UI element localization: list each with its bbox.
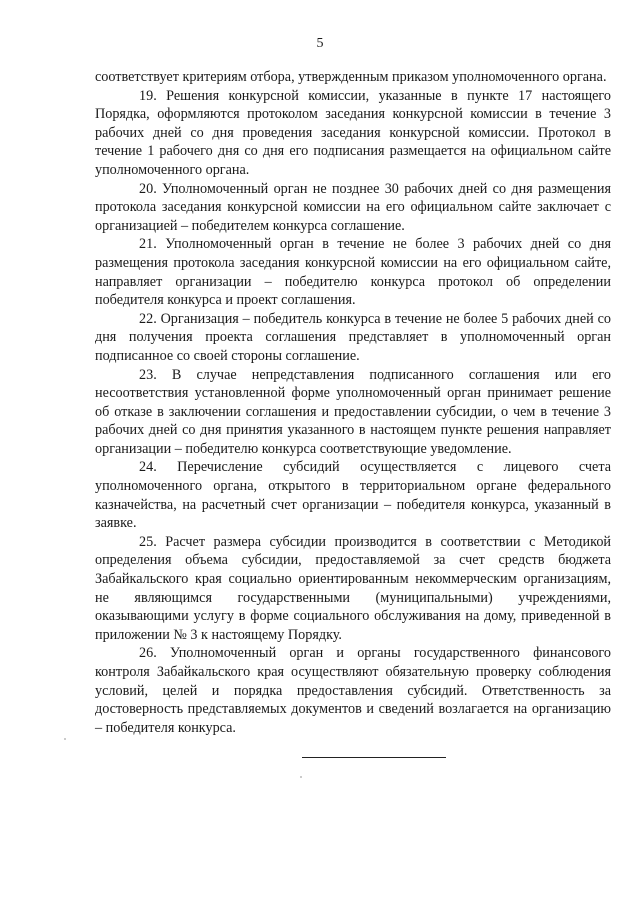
scan-speck: [300, 776, 302, 778]
paragraph-continuation: соответствует критериям отбора, утвержденным приказом уполномоченного органа.: [95, 69, 607, 85]
paragraph-24: 24. Перечисление субсидий осуществляется с лицевого счета уполномоченного органа, открытого в территориальном органе федерального казначейства, на расчетный счет организации – победителя конкурса, указанный в заявке.: [95, 459, 611, 532]
paragraph-25: 25. Расчет размера субсидии производится в соответствии с Методикой определения объема субсидии, предоставляемой за счет средств бюджета Забайкальского края социально ориентированным некоммерческим организациям, не являющимся государственными (муниципальными) учреждениями, оказывающими услугу в форме социального обслуживания на дому, приведенной в приложении № 3 к настоящему Порядку.: [95, 533, 611, 643]
document-body: [95, 68, 611, 737]
paragraph-22: 22. Организация – победитель конкурса в течение не более 5 рабочих дней со дня получения проекта соглашения представляет в уполномоченный орган подписанное со своей стороны соглашение.: [95, 310, 611, 364]
paragraph-23: 23. В случае непредставления подписанного соглашения или его несоответствия установленной форме уполномоченный орган принимает решение об отказе в заключении соглашения и предоставлении субсидии, о чем в течение 3 рабочих дней со дня принятия указанного в настоящем пункте решения направляет организации – победителю конкурса соответствующие уведомление.: [95, 366, 611, 457]
paragraph-19: 19. Решения конкурсной комиссии, указанные в пункте 17 настоящего Порядка, оформляются протоколом заседания конкурсной комиссии в течение 3 рабочих дней со дня проведения заседания конкурсной комиссии. Протокол в течение 1 рабочего дня со дня его подписания размещается на официальном сайте уполномоченного органа.: [95, 87, 611, 178]
scan-speck: [64, 738, 66, 740]
page-number: 5: [316, 36, 324, 51]
paragraph-21: 21. Уполномоченный орган в течение не более 3 рабочих дней со дня размещения протокола заседания конкурсной комиссии на его официальном сайте, направляет организации – победителю конкурса протокол об определении победителя конкурса и проект соглашения.: [95, 236, 611, 309]
paragraph-26: 26. Уполномоченный орган и органы государственного финансового контроля Забайкальского края осуществляют обязательную проверку соблюдения условий, целей и порядка предоставления субсидий. Ответственность за достоверность представляемых документов и сведений возлагается на организацию – победителя конкурса.: [95, 645, 611, 736]
paragraph-20: 20. Уполномоченный орган не позднее 30 рабочих дней со дня размещения протокола заседания конкурсной комиссии на его официальном сайте заключает с организацией – победителем конкурса соглашение.: [95, 180, 611, 234]
end-divider-line: [302, 757, 446, 758]
